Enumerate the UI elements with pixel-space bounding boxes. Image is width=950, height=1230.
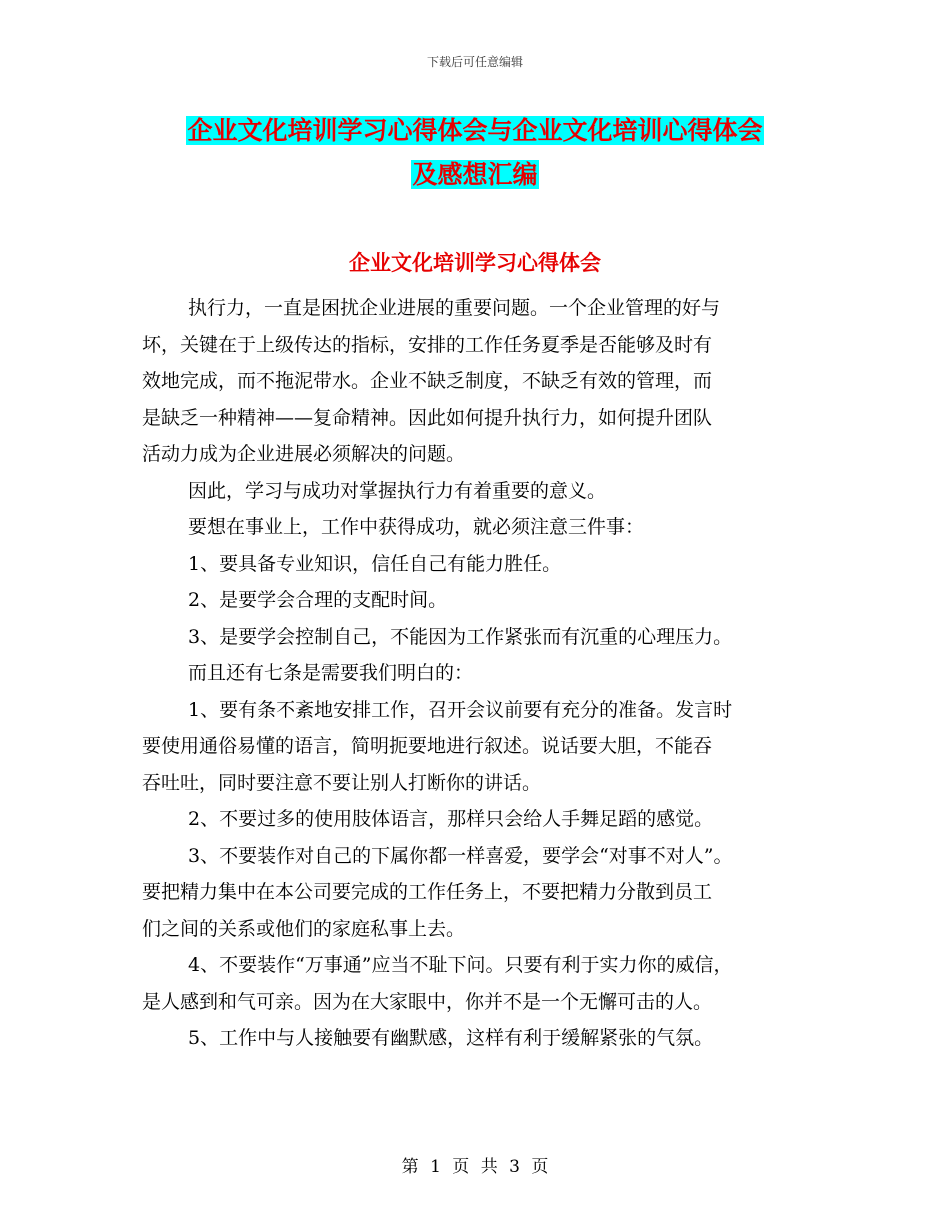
title-highlight-1: 企业文化培训学习心得体会与企业文化培训心得体会 bbox=[187, 116, 763, 145]
body-text bbox=[142, 290, 832, 1057]
text-line: 3、不要装作对自己的下属你都一样喜爱，要学会“对事不对人”。 bbox=[188, 844, 733, 867]
text-line: 3、是要学会控制自己，不能因为工作紧张而有沉重的心理压力。 bbox=[188, 625, 733, 648]
text-line: 5、工作中与人接触要有幽默感，这样有利于缓解紧张的气氛。 bbox=[188, 1027, 714, 1049]
text-line: 执行力，一直是困扰企业进展的重要问题。一个企业管理的好与 bbox=[188, 297, 721, 319]
text-line: 2、是要学会合理的支配时间。 bbox=[188, 589, 448, 611]
text-line: 1、要具备专业知识，信任自己有能力胜任。 bbox=[188, 552, 562, 575]
document-title-line-1 bbox=[0, 110, 950, 152]
text-line: 要把精力集中在本公司要完成的工作任务上，不要把精力分散到员工 bbox=[142, 881, 713, 903]
text-line: 要想在事业上，工作中获得成功，就必须注意三件事： bbox=[188, 516, 645, 538]
title-highlight-2: 及感想汇编 bbox=[412, 160, 538, 189]
section-title: 企业文化培训学习心得体会 bbox=[349, 251, 601, 275]
text-line: 坏，关键在于上级传达的指标，安排的工作任务夏季是否能够及时有 bbox=[142, 333, 713, 356]
text-line: 要使用通俗易懂的语言，简明扼要地进行叙述。说话要大胆，不能吞 bbox=[142, 735, 713, 757]
document-title-line-2 bbox=[0, 154, 950, 196]
text-line: 活动力成为企业进展必须解决的问题。 bbox=[142, 443, 466, 465]
text-line: 是人感到和气可亲。因为在大家眼中，你并不是一个无懈可击的人。 bbox=[142, 990, 713, 1013]
text-line: 2、不要过多的使用肢体语言，那样只会给人手舞足蹈的感觉。 bbox=[188, 808, 714, 830]
text-line: 因此，学习与成功对掌握执行力有着重要的意义。 bbox=[188, 479, 607, 502]
text-line: 们之间的关系或他们的家庭私事上去。 bbox=[142, 917, 466, 940]
text-line: 吞吐吐，同时要注意不要让别人打断你的讲话。 bbox=[142, 771, 542, 794]
text-line: 是缺乏一种精神——复命精神。因此如何提升执行力，如何提升团队 bbox=[142, 406, 713, 429]
page-number: 第 1 页 共 3 页 bbox=[401, 1157, 549, 1177]
text-line: 1、要有条不紊地安排工作，召开会议前要有充分的准备。发言时 bbox=[188, 698, 733, 721]
text-line: 而且还有七条是需要我们明白的： bbox=[188, 662, 474, 684]
header-note: 下载后可任意编辑 bbox=[426, 55, 523, 69]
text-line: 4、不要装作“万事通”应当不耻下问。只要有利于实力你的威信， bbox=[188, 954, 733, 976]
text-line: 效地完成，而不拖泥带水。企业不缺乏制度，不缺乏有效的管理，而 bbox=[142, 370, 713, 392]
